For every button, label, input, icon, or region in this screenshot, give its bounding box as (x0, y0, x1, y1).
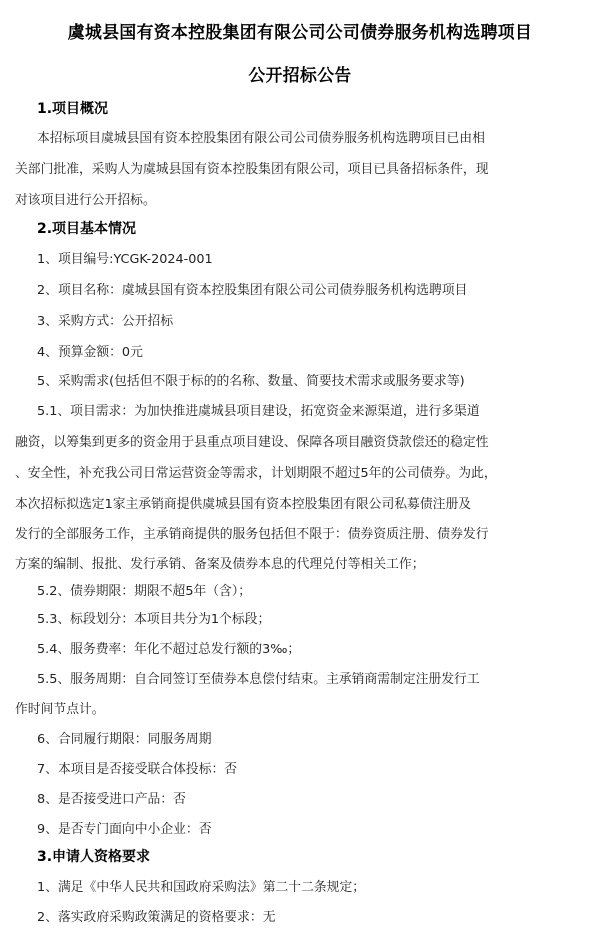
requirement-5-1-line-4: 本次招标拟选定1家主承销商提供虞城县国有资本控股集团有限公司私募债注册及 (15, 497, 472, 512)
requirement-5-1-line-6: 方案的编制、报批、发行承销、备案及债券本息的代理兑付等相关工作； (15, 557, 425, 572)
requirement-5-3: 5.3、标段划分：本项目共分为1个标段； (37, 612, 271, 627)
item-contract-period: 6、合同履行期限：同服务周期 (37, 732, 212, 747)
qualification-2: 2、落实政府采购政策满足的资格要求：无 (37, 910, 276, 925)
overview-line-1: 本招标项目虞城县国有资本控股集团有限公司公司债券服务机构选聘项目已由相 (37, 131, 485, 146)
qualification-1: 1、满足《中华人民共和国政府采购法》第二十二条规定； (37, 880, 366, 895)
item-project-name: 2、项目名称：虞城县国有资本控股集团有限公司公司债券服务机构选聘项目 (37, 283, 468, 298)
requirement-5-5-line-2: 作时间节点计。 (15, 702, 105, 717)
item-consortium: 7、本项目是否接受联合体投标：否 (37, 762, 238, 777)
requirement-5-1-line-3: 、安全性，补充我公司日常运营资金等需求，计划期限不超过5年的公司债券。为此， (15, 466, 497, 481)
overview-line-3: 对该项目进行公开招标。 (15, 193, 156, 208)
requirement-5-4: 5.4、服务费率：年化不超过总发行额的3‰； (37, 642, 301, 657)
requirement-5-1-line-1: 5.1、项目需求：为加快推进虞城县项目建设，拓宽资金来源渠道，进行多渠道 (37, 404, 480, 419)
section-heading-qualifications: 3.申请人资格要求 (37, 849, 151, 865)
section-heading-overview: 1.项目概况 (37, 101, 109, 117)
requirement-5-2: 5.2、债券期限：期限不超5年（含）； (37, 584, 252, 599)
item-imported-products: 8、是否接受进口产品：否 (37, 792, 186, 807)
item-sme: 9、是否专门面向中小企业：否 (37, 822, 212, 837)
item-project-number: 1、项目编号:YCGK-2024-001 (37, 252, 213, 267)
requirement-5-1-line-5: 发行的全部服务工作，主承销商提供的服务包括但不限于：债券资质注册、债券发行 (15, 527, 489, 542)
item-procurement-method: 3、采购方式：公开招标 (37, 314, 174, 329)
requirement-5-5-line-1: 5.5、服务周期：自合同签订至债券本息偿付结束。主承销商需制定注册发行工 (37, 672, 480, 687)
document-title-line1: 虞城县国有资本控股集团有限公司公司债券服务机构选聘项目 (67, 23, 533, 43)
requirement-5-1-line-2: 融资，以筹集到更多的资金用于县重点项目建设、保障各项目融资贷款偿还的稳定性 (15, 435, 489, 450)
item-budget: 4、预算金额：0元 (37, 345, 143, 360)
document-title-line2: 公开招标公告 (248, 66, 352, 86)
item-requirements: 5、采购需求(包括但不限于标的的名称、数量、简要技术需求或服务要求等) (37, 374, 465, 389)
section-heading-basic-info: 2.项目基本情况 (37, 221, 137, 237)
overview-line-2: 关部门批准，采购人为虞城县国有资本控股集团有限公司，项目已具备招标条件，现 (15, 162, 489, 177)
